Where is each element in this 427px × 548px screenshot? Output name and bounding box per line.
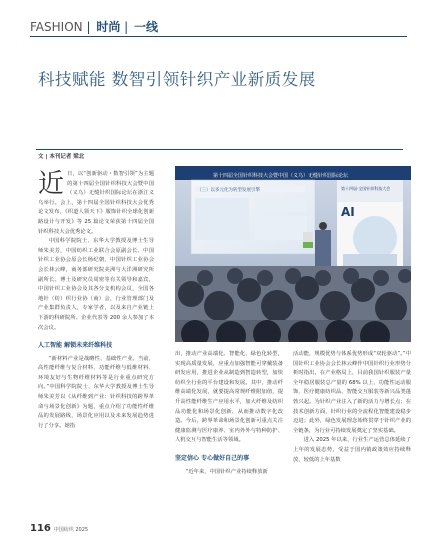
page-header [30, 18, 158, 35]
fiber-paragraph: “新材料产业是战略性、基础性产业。当前，高性能纤维与复合材料、功能纤维与低维材料、环境友好与生物纤维材料等是行业重点研究方向。”中国科学院院士、东华大学教授及博士生导师朱美芳以《从纤维到产业：针织科技的跨界革命与场景化创新》为题，重点介绍了功能性纤维品的发展路线，场景化应用以及未来发展趋势进行了分享。她指 [38, 355, 154, 429]
column-3 [293, 350, 411, 465]
column-2 [175, 350, 283, 477]
byline: 文 | 本刊记者 梁北 [38, 154, 85, 160]
article-title: 科技赋能 数智引领针织产业新质发展 [38, 70, 316, 89]
byline-rule [36, 149, 403, 150]
page-number: 116 [30, 523, 51, 534]
section-label: 时尚 [96, 20, 121, 34]
conference-photo [175, 166, 411, 342]
category-label: FASHION [30, 20, 83, 34]
header-rule [30, 36, 407, 37]
slide-title: （三）以多元化为转型发展引擎 [197, 188, 260, 193]
industry-paragraph: “近年来，中国针织产业持续释放新 [185, 468, 268, 475]
section-heading-2: 坚定信心 专心做好自己的事 [175, 454, 250, 462]
magazine-name: 中国纺织 2025 [53, 527, 89, 533]
column-1 [38, 170, 154, 431]
section-heading-1: 人工智能 解锁未来纤维科技 [38, 342, 113, 350]
side-panel-logo: AI [341, 205, 355, 219]
header-divider-2: | [124, 20, 129, 34]
attendees-paragraph: 中国科学院院士、东华大学教授及博士生导师朱美芳，中国纺织工业联合会原副会长、中国针织工业协会原会长杨纪朝，中国针织工业协会会长林云峰，商务部研究院美洲与大洋洲研究所副所长、博士及研究员周密等有关领导和嘉宾，中国针织工业协会及其各分支机构会员，全国各地针（纺）织行业协（商）会，行业管理部门及产业集群负责人，专家学者，以及来自产业链上下游的科研院所、企业代表等 200 余人参加了本次会议。 [38, 238, 154, 331]
drop-cap: 近 [38, 169, 65, 199]
fiber-continued-paragraph: 出，推动产业高端化、智能化、绿色化转型，实现高质量发展，应重点加强智能可穿戴装备研发应用，推进企业从制造到智造转型，加快纺织全行业的平台建设和发展。其中，推动纤维高端化发展，就要提高常规纤维附加值，提升高性能纤维生产应用水平，加大纤维及纺织品功能化和场景化创新，从而推动数字化改造。今后，跨界革命和场景化创新可重点关注健康监测与医疗康养、室内外外与特种防护、人机交互与智能生活等领域。 [175, 351, 283, 444]
header-divider: | [86, 20, 91, 34]
section-sub-label: 一线 [134, 20, 159, 34]
page-footer [30, 523, 88, 534]
photo-banner: 第十四届全国针织科技大会暨中国（义乌）无缝针织国际论坛 [213, 173, 349, 179]
intro-paragraph: 日，以“创新驱动・数智引领”为主题的第十四届全国针织科技大会暨中国（义乌）无缝针织国际论坛在浙江义乌举行。会上，第十四届全国针织科技大会优秀论文发布，《织道人领天下》服饰针织全球化创新路设计与开发》等 25 篇论文荣获第十四届全国针织科技大会优秀论文。 [38, 171, 154, 235]
outlook-paragraph: 进入 2025 年以来，行业生产运营总体延续了上年的发展态势，受益于国内销政策效应持续释放，较低的上年基数 [293, 437, 411, 463]
industry-continued-paragraph: 活动能，规模优势与体系优势形成“双轮驱动”。”中国针织工业协会会长林云峰作中国针织行业形势分析时指出，在产业格局上，目前我国针织服装产量全年稳居服装总产量的 68% 以上，功能性运动服饰、医疗健康纺织品、智能交互服装等新兴品类蓬勃兴起。为针织产业注入了新的活力与增长点；在技术创新方面，针织行业的全流程化智能建设稳步迈进；此外，绿色发展理念始终贯穿于针织产业的全链条，为行业可持续发展奠定了坚实基础。 [293, 351, 411, 434]
side-panel-title: 第十四届·全国针织科技大会 [341, 186, 391, 191]
